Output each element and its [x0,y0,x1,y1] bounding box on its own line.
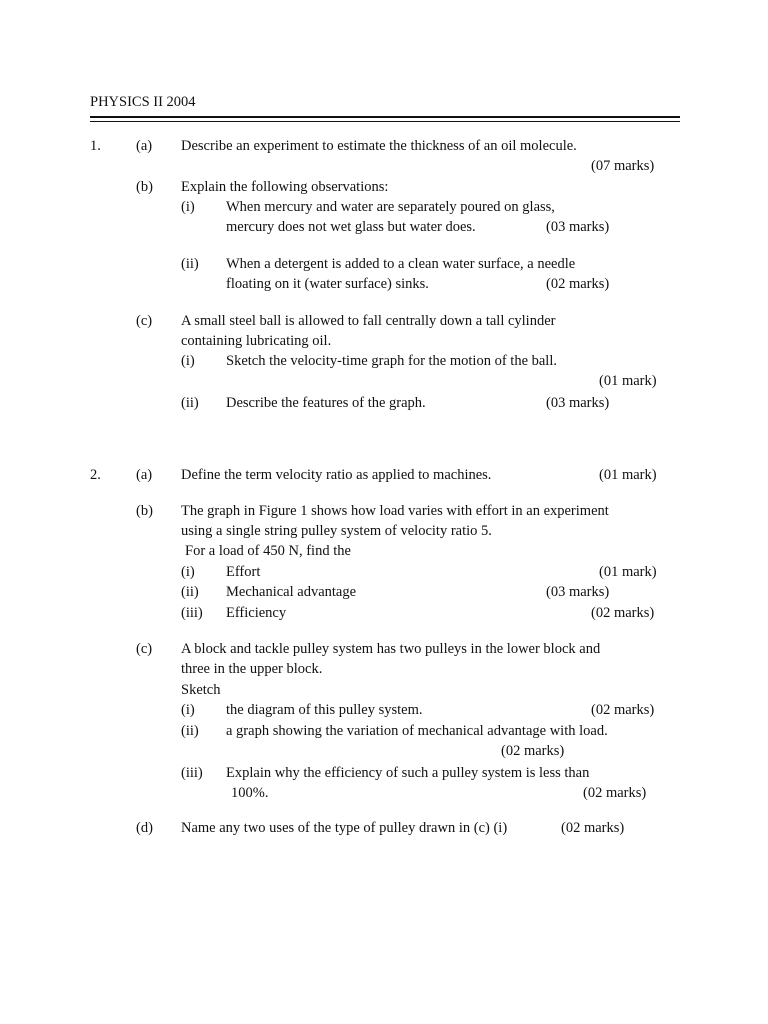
question-text: Explain the following observations: [181,179,389,195]
marks: (01 mark) [599,467,657,483]
subpart-label: (ii) [181,723,199,739]
subpart-label: (iii) [181,605,203,621]
marks: (02 marks) [591,702,655,718]
subpart-label: (i) [181,199,195,215]
question-text: containing lubricating oil. [181,333,332,349]
subpart-label: (i) [181,564,195,580]
subpart-label: (i) [181,702,195,718]
question-text: The graph in Figure 1 shows how load varies with effort in an experiment [181,503,609,519]
part-label: (d) [136,820,153,836]
question-number: 2. [90,467,101,483]
subpart-label: (iii) [181,765,203,781]
question-text: three in the upper block. [181,661,323,677]
subpart-label: (i) [181,353,195,369]
marks: (02 marks) [583,785,647,801]
header-rule-thick [90,116,680,118]
part-label: (a) [136,467,153,483]
marks: (07 marks) [591,158,655,174]
question-text: When mercury and water are separately poured on glass, [226,199,555,215]
question-text: A small steel ball is allowed to fall centrally down a tall cylinder [181,313,556,329]
header-rule-thin [90,121,680,122]
part-label: (b) [136,179,153,195]
question-text: Explain why the efficiency of such a pulley system is less than [226,765,590,781]
part-label: (c) [136,313,153,329]
question-text: A block and tackle pulley system has two pulleys in the lower block and [181,641,601,657]
question-text: Describe the features of the graph. [226,395,426,411]
part-label: (c) [136,641,153,657]
question-text: Sketch [181,682,221,698]
question-text: Effort [226,564,261,580]
question-text: For a load of 450 N, find the [185,543,351,559]
question-text: Mechanical advantage [226,584,357,600]
part-label: (a) [136,138,153,154]
marks: (01 mark) [599,373,657,389]
question-text: Sketch the velocity-time graph for the motion of the ball. [226,353,557,369]
question-text: When a detergent is added to a clean water surface, a needle [226,256,576,272]
question-text: Define the term velocity ratio as applied to machines. [181,467,492,483]
question-text: mercury does not wet glass but water does. [226,219,476,235]
marks: (02 marks) [546,276,610,292]
question-text: Describe an experiment to estimate the thickness of an oil molecule. [181,138,577,154]
part-label: (b) [136,503,153,519]
question-number: 1. [90,138,101,154]
question-text: Name any two uses of the type of pulley drawn in (c) (i) [181,820,508,836]
marks: (02 marks) [591,605,655,621]
subpart-label: (ii) [181,256,199,272]
marks: (03 marks) [546,584,610,600]
marks: (03 marks) [546,395,610,411]
marks: (03 marks) [546,219,610,235]
subpart-label: (ii) [181,584,199,600]
subpart-label: (ii) [181,395,199,411]
question-text: using a single string pulley system of velocity ratio 5. [181,523,492,539]
question-text: the diagram of this pulley system. [226,702,423,718]
marks: (02 marks) [561,820,625,836]
question-text: floating on it (water surface) sinks. [226,276,429,292]
marks: (02 marks) [501,743,565,759]
page-title: PHYSICS II 2004 [90,94,196,110]
marks: (01 mark) [599,564,657,580]
question-text: a graph showing the variation of mechanical advantage with load. [226,723,608,739]
question-text: Efficiency [226,605,287,621]
question-text: 100%. [231,785,269,801]
